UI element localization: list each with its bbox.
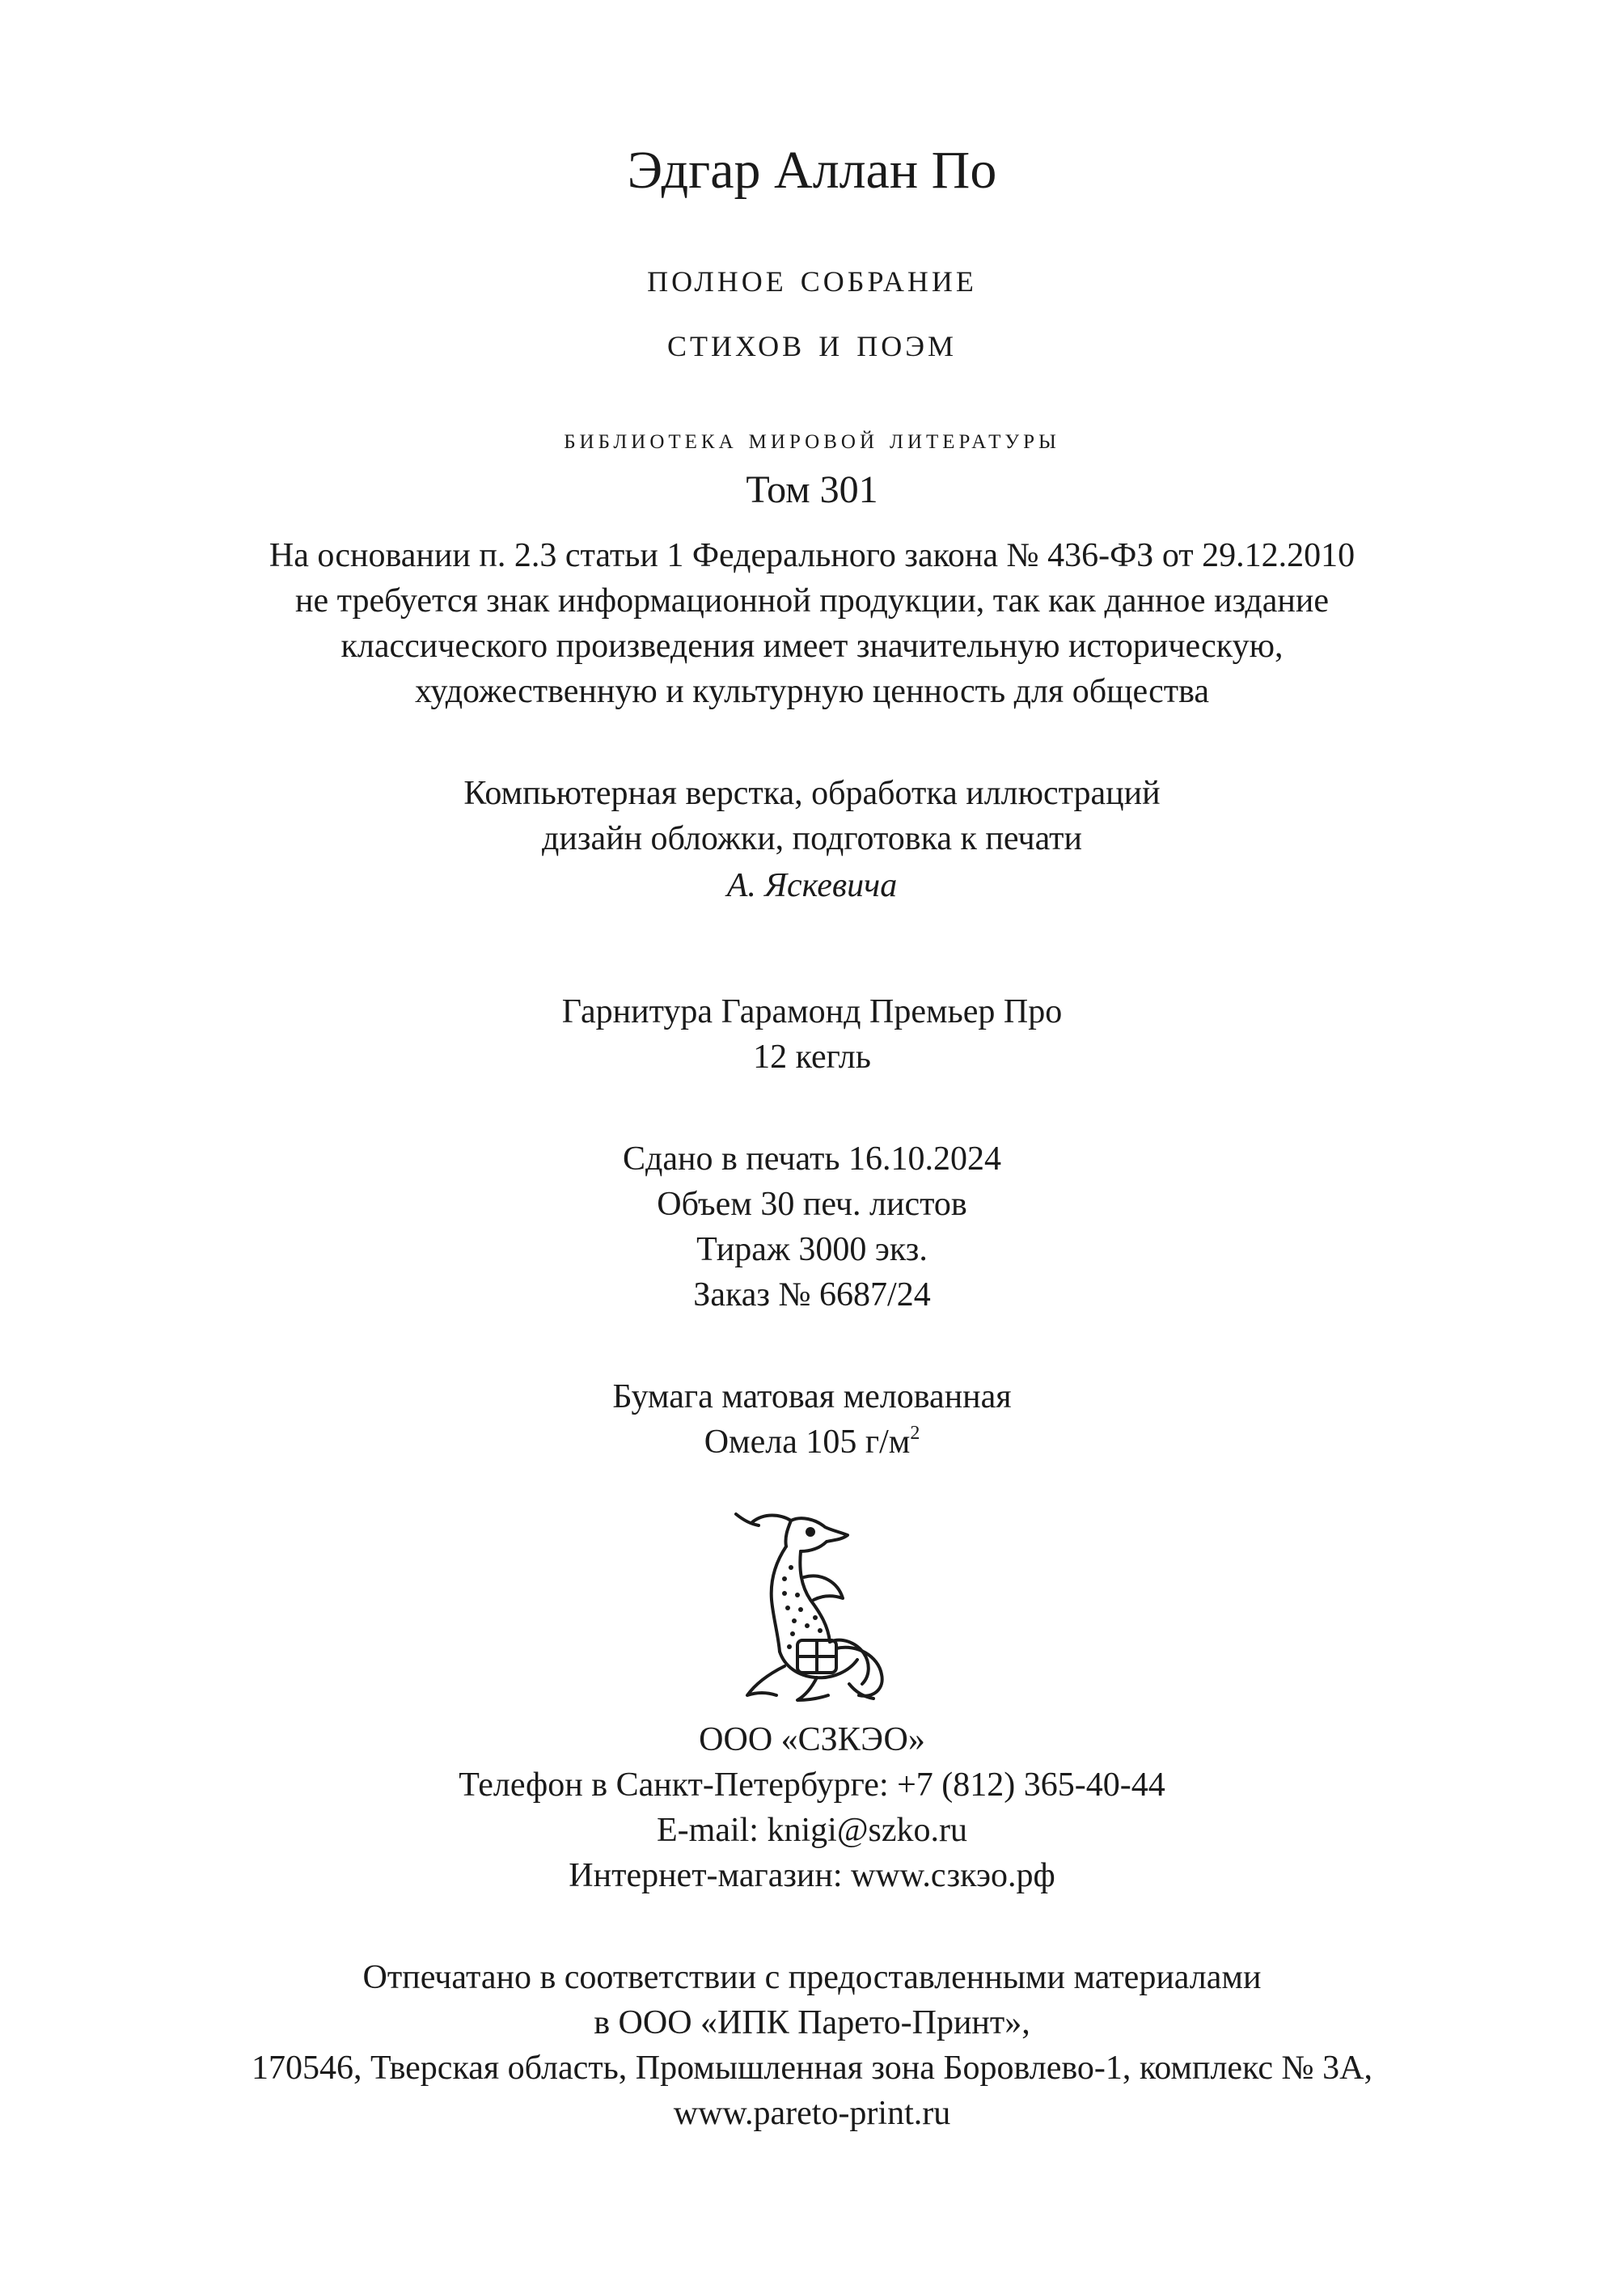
- printer-website: www.pareto-print.ru: [673, 2095, 951, 2132]
- legal-notice-line-1: На основании п. 2.3 статьи 1 Федерального закона № 436-ФЗ от 29.12.2010: [269, 537, 1355, 574]
- publisher-email: E-mail: knigi@szko.ru: [657, 1812, 967, 1849]
- volume-number: Том 301: [746, 468, 878, 511]
- print-run-line: Тираж 3000 экз.: [696, 1231, 928, 1268]
- credits-name: А. Яскевича: [726, 867, 898, 904]
- font-size-line: 12 кегль: [753, 1039, 871, 1076]
- credits-line-1: Компьютерная верстка, обработка иллюстраций: [463, 775, 1161, 812]
- paper-weight-line: [0, 1425, 1624, 1459]
- submitted-line: Сдано в печать 16.10.2024: [622, 1140, 1002, 1178]
- paper-weight-text: Омела 105 г/м: [704, 1424, 911, 1461]
- book-title-line-2: стихов и поэм: [667, 319, 957, 366]
- author-name: Эдгар Аллан По: [627, 141, 997, 200]
- legal-notice-line-4: художественную и культурную ценность для общества: [414, 673, 1210, 710]
- dragon-emblem-icon: [720, 1504, 906, 1707]
- credits-line-2: дизайн обложки, подготовка к печати: [542, 820, 1082, 857]
- publisher-shop: Интернет-магазин: www.сзкэо.рф: [569, 1857, 1055, 1894]
- publisher-name: ООО «СЗКЭО»: [699, 1721, 925, 1758]
- paper-type-line: Бумага матовая мелованная: [612, 1378, 1012, 1415]
- paper-weight-superscript: 2: [910, 1423, 920, 1444]
- publisher-phone: Телефон в Санкт-Петербурге: +7 (812) 365-40-44: [459, 1766, 1165, 1804]
- typeface-line: Гарнитура Гарамонд Премьер Про: [561, 993, 1063, 1030]
- legal-notice-line-3: классического произведения имеет значительную историческую,: [340, 628, 1284, 665]
- order-number-line: Заказ № 6687/24: [693, 1276, 931, 1314]
- printer-line-2: в ООО «ИПК Парето-Принт»,: [594, 2004, 1030, 2041]
- printer-address-line: 170546, Тверская область, Промышленная зона Боровлево-1, комплекс № 3А,: [252, 2050, 1372, 2087]
- print-volume-line: Объем 30 печ. листов: [657, 1186, 967, 1223]
- legal-notice-line-2: не требуется знак информационной продукции, так как данное издание: [294, 582, 1329, 620]
- book-title-line-1: полное собрание: [647, 255, 977, 301]
- printer-line-1: Отпечатано в соответствии с предоставленными материалами: [362, 1959, 1262, 1996]
- series-name: библиотека мировой литературы: [564, 422, 1060, 455]
